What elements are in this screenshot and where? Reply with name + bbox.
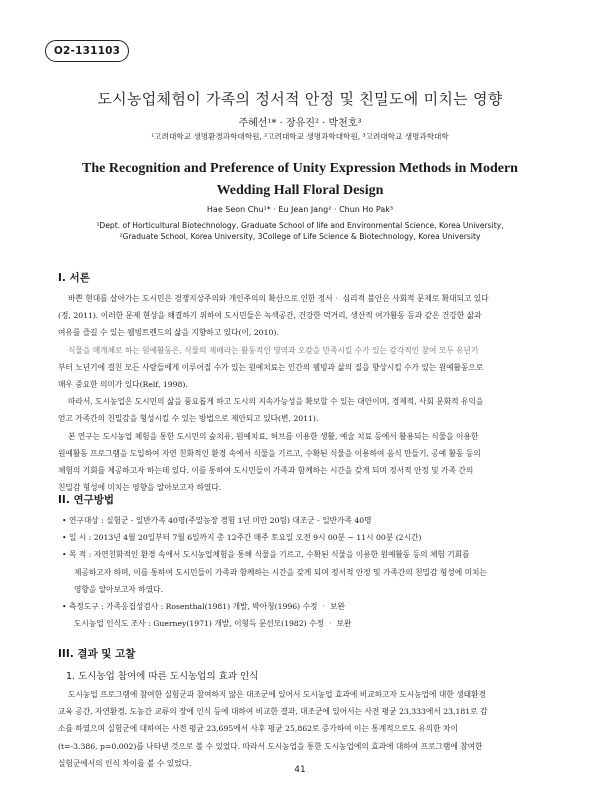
english-title-line: The Recognition and Preference of Unity Expression Methods in Modern bbox=[82, 161, 518, 176]
english-title-line: Wedding Hall Floral Design bbox=[216, 183, 384, 198]
methods-item-subjects: • 연구대상 : 실험군 - 일반가족 40명(주말농장 경험 1년 미만 20팀) 대조군 - 일반가족 40명 bbox=[62, 516, 372, 525]
methods-item-purpose-cont: 영향을 알아보고자 하였다. bbox=[74, 584, 164, 594]
body-line: 실험군에서의 인식 차이를 볼 수 있었다. bbox=[58, 758, 192, 768]
methods-item-purpose-cont: 제공하고자 하며, 이를 통하여 도시민들이 가족과 함께하는 시간을 갖게 되며 정서적 안정 및 가족간의 친밀감 형성에 미치는 bbox=[74, 567, 487, 577]
session-badge: O2-131103 bbox=[45, 40, 129, 62]
body-line: (정, 2011). 이러한 문제 현상을 해결하기 위하여 도시민들은 녹색공간, 건강한 먹거리, 생산적 여가활동 등과 같은 건강한 삶과 bbox=[58, 311, 482, 321]
section-heading-introduction: I. 서론 bbox=[58, 272, 90, 284]
body-line: 소를 하였으며 실험군에 대하여는 사전 평균 23,695에서 사후 평균 25,862로 증가하여 이는 통계적으로도 유의한 차이 bbox=[58, 724, 458, 734]
korean-title: 도시농업체험이 가족의 정서적 안정 및 친밀도에 미치는 영향 bbox=[97, 90, 503, 108]
english-authors: Hae Seon Chu¹* · Eu Jean Jang² · Chun Ho Pak³ bbox=[206, 205, 394, 214]
english-affiliations bbox=[40, 220, 560, 242]
body-line: 도시농업 프로그램에 참여한 실험군과 참여하지 않은 대조군에 있어서 도시농업 효과에 비교하고자 도시농업에 대한 생태환경 bbox=[68, 690, 486, 699]
body-line: 여유를 즐길 수 있는 웰빙트렌드의 삶을 지향하고 있다(이, 2010). bbox=[58, 328, 279, 338]
body-line: 식물을 매개체로 하는 원예활동은, 식물의 재배라는 활동적인 영역과 오감을 만족시킬 수가 있는 감각적인 참여 모두 유년기 bbox=[68, 345, 479, 355]
methods-item-period: • 일 시 : 2013년 4월 20일부터 7월 6일까지 총 12주간 매주 토요일 오전 9시 00분 ~ 11시 00분 (2시간) bbox=[62, 533, 422, 543]
body-line: 따라서, 도시농업은 도시민의 삶을 풍요롭게 하고 도시의 지속가능성을 확보할 수 있는 대안이며, 경제적, 사회 문화적 유익을 bbox=[68, 397, 484, 407]
body-line: 매우 중요한 의미가 있다(Relf, 1998). bbox=[58, 380, 188, 390]
korean-affiliations: ¹고려대학교 생명환경과학대학원, ²고려대학교 생명과학대학원, ³고려대학교 생명과학대학 bbox=[151, 132, 449, 141]
body-line: 원예활동 프로그램을 도입하여 자연 친화적인 환경 속에서 식물을 기르고, 수확된 식물을 이용하여 음식 만들기, 공예 활동 등의 bbox=[58, 448, 481, 458]
english-affiliation-line: ²Graduate School, Korea University, 3College of Life Science & Biotechnology, Korea University bbox=[119, 232, 481, 241]
english-affiliation-line: ¹Dept. of Horticultural Biotechnology, Graduate School of life and Environmental Science, Korea University, bbox=[96, 221, 504, 230]
page-number: 41 bbox=[294, 765, 306, 775]
results-body bbox=[58, 686, 542, 772]
methods-item-instruments-cont: 도시농업 인식도 조사 : Guerney(1971) 개발, 이형득 문선모(1982) 수정 ‧ 보완 bbox=[74, 619, 352, 629]
results-subheading: 1. 도시농업 참여에 따른 도시농업의 효과 인식 bbox=[66, 671, 259, 682]
body-line: (t=-3.386, p=0.002)를 나타낸 것으로 볼 수 있었다. 따라서 도시농업을 통한 도시농업에의 효과에 대하여 프로그램에 참여한 bbox=[58, 741, 483, 751]
methods-item-purpose: • 목 적 : 자연친화적인 환경 속에서 도시농업체험을 통해 식물을 기르고, 수확된 식물을 이용한 원예활동 등의 체험 기회를 bbox=[62, 550, 470, 560]
methods-item-instruments: • 측정도구 : 가족응집성검사 : Rosenthal(1981) 개발, 박아청(1996) 수정 ‧ 보완 bbox=[62, 602, 345, 612]
section-heading-results: III. 결과 및 고찰 bbox=[58, 648, 136, 660]
body-line: 친밀감 형성에 미치는 영향을 알아보고자 하였다. bbox=[58, 483, 222, 493]
methods-list bbox=[62, 512, 542, 632]
korean-authors: 주혜선¹* · 장유진² · 박천호³ bbox=[238, 118, 362, 129]
english-title bbox=[40, 158, 560, 202]
body-line: 체험의 기회를 제공하고자 하는데 있다. 이를 통하여 도시민들이 가족과 함께하는 시간을 갖게 되며 정서적 안정 및 가족 간의 bbox=[58, 466, 474, 476]
body-line: 교육 공간, 자연환경, 도농간 교류의 장에 인식 등에 대하여 비교한 결과, 대조군에 있어서는 사전 평균 23,333에서 23,181로 감 bbox=[58, 707, 488, 717]
body-line: 본 연구는 도시농업 체험을 통한 도시민의 숲치유, 원예치료, 허브를 이용한 생활, 예술 치료 등에서 활용되는 식물을 이용한 bbox=[68, 431, 479, 441]
section-heading-methods: II. 연구방법 bbox=[58, 494, 115, 506]
body-line: 바쁜 현대를 살아가는 도시민은 경쟁지상주의와 개인주의의 확산으로 인한 정서‧ 심리적 불안은 사회적 문제로 확대되고 있다 bbox=[68, 294, 489, 303]
introduction-body bbox=[58, 290, 542, 496]
body-line: 부터 노년기에 걸친 모든 사람들에게 이루어질 수가 있는 원예치료는 인간의 웰빙과 삶의 질을 향상시킬 수가 있는 원예활동으로 bbox=[58, 362, 484, 372]
body-line: 얻고 가족간의 친밀감을 형성시킬 수 있는 방법으로 제안되고 있다(변, 2011). bbox=[58, 414, 319, 424]
